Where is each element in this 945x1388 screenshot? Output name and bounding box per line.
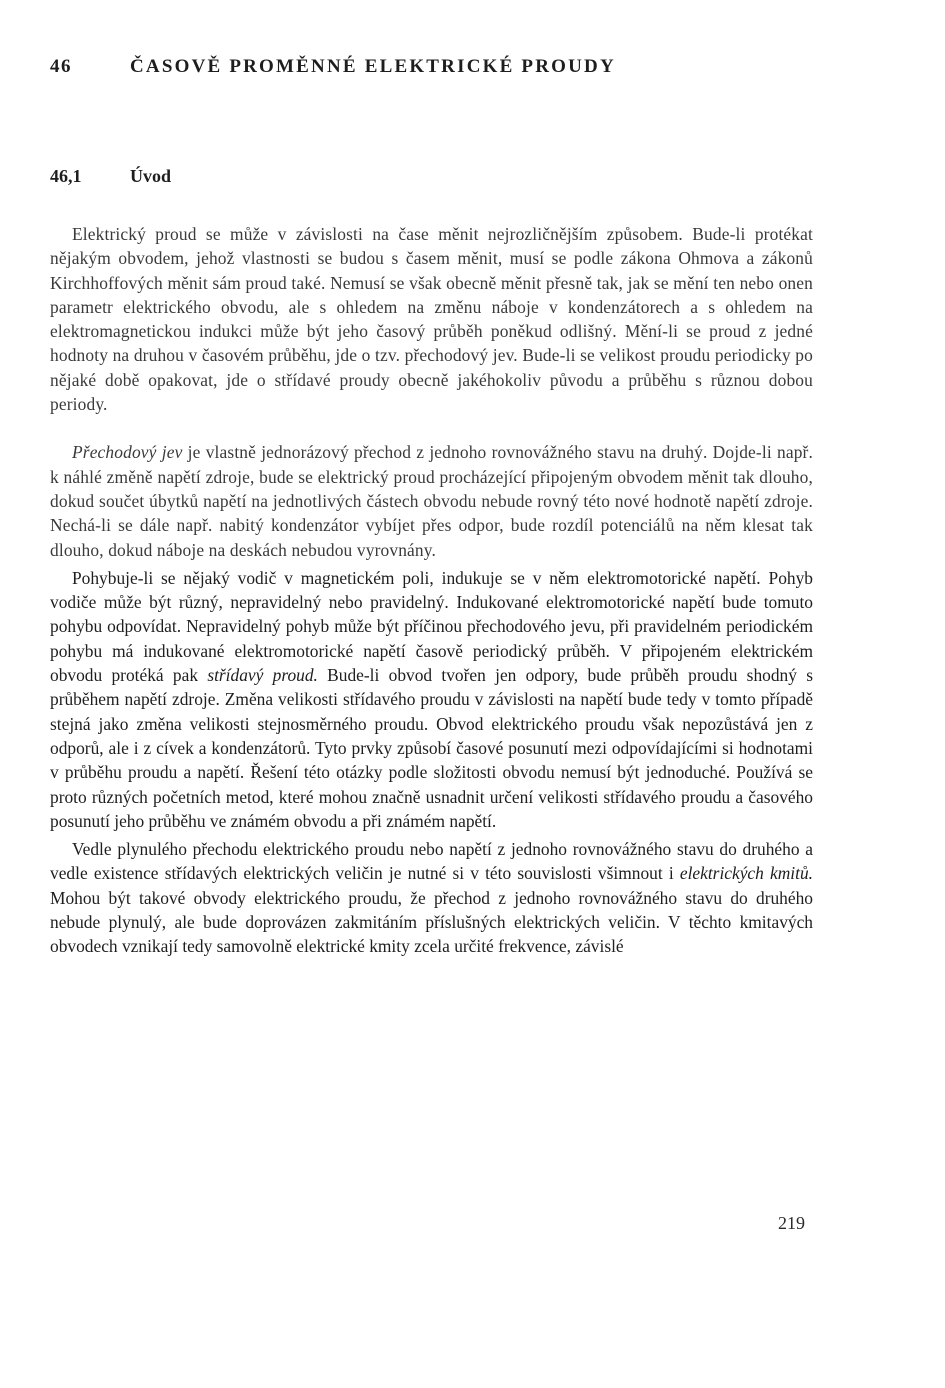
paragraph-2-text: je vlastně jednorázový přechod z jednoho rovnovážného stavu na druhý. Dojde-li např. k náhlé změně napětí zdroje, bude se elektrický proud procházející připojeným obvodem měnit tak dlouho, dokud součet úbytků napětí na jednotlivých částech obvodu nebude rovný této nové hodnotě napětí zdroje. Nechá-li se dále např. nabitý kondenzátor vybíjet přes odpor, bude rozdíl potenciálů na něm klesat tak dlouho, dokud náboje na deskách nebudou vyrovnány. (50, 442, 813, 560)
paragraph-4-text-b: Mohou být takové obvody elektrického proudu, že přechod z jednoho rovnovážného stavu do druhého nebude plynulý, ale bude doprovázen zakmitáním příslušných elektrických veličin. V těchto kmitavých obvodech vznikají tedy samovolně elektrické kmity zcela určité frekvence, závislé (50, 887, 813, 957)
page-number: 219 (778, 1213, 805, 1233)
paragraph-3-text-a: Pohybuje-li se nějaký vodič v magnetickém poli, indukuje se v něm elektromotorické napětí. Pohyb vodiče může být různý, nepravidelný nebo pravidelný. Indukované elektromotorické napětí bude tomuto pohybu odpovídat. Nepravidelný pohyb může být příčinou přechodového jevu, při pravidelném periodickém pohybu má indukované elektromotorické napětí časově periodický průběh. V připojeném elektrickém obvodu protéká pak (50, 567, 813, 686)
chapter-number: 46 (50, 56, 72, 77)
running-header (50, 56, 905, 78)
term-stridavy-proud: střídavý proud. (207, 665, 318, 686)
section-heading (50, 166, 171, 187)
section-number: 46,1 (50, 166, 82, 186)
term-prechodovy-jev: Přechodový jev (72, 442, 183, 463)
term-elektricke-kmity: elektrických kmitů. (679, 863, 814, 884)
body-text (50, 222, 813, 959)
paragraph-4-text-a: Vedle plynulého přechodu elektrického proudu nebo napětí z jednoho rovnovážného stavu do druhého a vedle existence střídavých elektrických veličin je nutné si v této souvislosti všimnout i (50, 839, 813, 884)
paragraph-2 (50, 440, 813, 561)
paragraph-3 (50, 566, 813, 833)
paragraph-1: Elektrický proud se může v závislosti na čase měnit nejrozličnějším způsobem. Bude-li protékat nějakým obvodem, jehož vlastnosti se budou s časem měnit, musí se podle zákona Ohmova a zákonů Kirchhoffových měnit sám proud také. Nemusí se však obecně měnit přesně tak, jak se mění ten nebo onen parametr elektrického obvodu, ale s ohledem na změnu náboje v kondenzátorech a s ohledem na elektromagnetickou indukci může být jeho časový průběh poněkud odlišný. Mění-li se proud z jedné hodnoty na druhou v časovém průběhu, jde o tzv. přechodový jev. Bude-li se velikost proudu periodicky po nějaké době opakovat, jde o střídavé proudy obecně jakéhokoliv původu a průběhu s různou dobou periody. (50, 224, 813, 415)
chapter-title: ČASOVĚ PROMĚNNÉ ELEKTRICKÉ PROUDY (130, 56, 616, 77)
section-title: Úvod (130, 166, 172, 186)
paragraph-3-text-b: Bude-li obvod tvořen jen odpory, bude průběh proudu shodný s průběhem napětí zdroje. Změna velikosti střídavého proudu v závislosti na napětí bude tedy v tomto případě stejná jako změna velikosti stejnosměrného proudu. Obvod elektrického proudu však nepozůstává jen z odporů, ale i z cívek a kondenzátorů. Tyto prvky způsobí časové posunutí mezi odpovídajícími si hodnotami v průběhu proudu a napětí. Řešení této otázky podle složitosti obvodu nemusí být jednoduché. Používá se proto různých početních metod, které mohou značně usnadnit určení velikosti střídavého proudu a časového posunutí jeho průběhu ve známém obvodu a při známém napětí. (50, 665, 813, 831)
paragraph-4 (50, 837, 813, 958)
